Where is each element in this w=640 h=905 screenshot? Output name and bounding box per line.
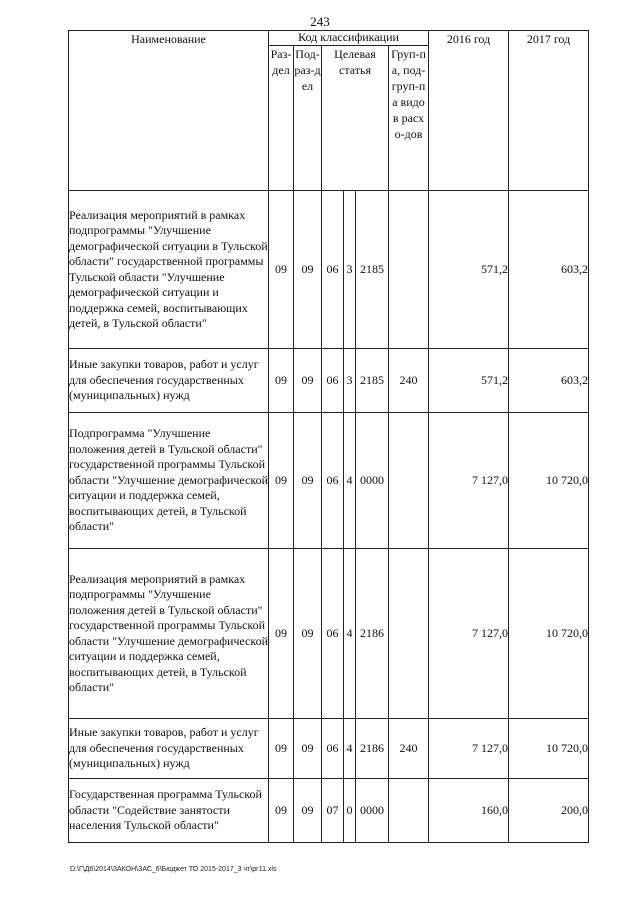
row-target-subprogram: 4 (344, 719, 356, 779)
row-expense-group: 240 (389, 719, 429, 779)
row-podrazdel: 09 (294, 779, 322, 843)
footer-path: D:\Г\Д6\2014\ЗАКОН\ЗАС_6\Бюджет ТО 2015-2017_3 чт\рг11.xls (70, 866, 277, 873)
header-code: Код классификации (269, 31, 429, 46)
row-target-subprogram: 4 (344, 549, 356, 719)
row-target-program: 06 (322, 191, 344, 349)
row-amount-2016: 7 127,0 (429, 549, 509, 719)
row-target-direction: 2185 (356, 191, 389, 349)
header-razdel: Раз-дел (269, 46, 294, 191)
row-name: Реализация мероприятий в рамках подпрограммы "Улучшение демографической ситуации в Тульской области" государственной программы Тульской области "Улучшение демографической ситуации и поддержка семей, воспитывающих детей, в Тульской области" (69, 191, 269, 349)
row-target-subprogram: 3 (344, 191, 356, 349)
row-amount-2017: 10 720,0 (509, 413, 589, 549)
row-target-program: 06 (322, 549, 344, 719)
row-target-direction: 0000 (356, 779, 389, 843)
row-amount-2016: 160,0 (429, 779, 509, 843)
row-name: Реализация мероприятий в рамках подпрограммы "Улучшение положения детей в Тульской области" государственной программы Тульской области "Улучшение демографической ситуации и поддержка семей, воспитывающих детей, в Тульской области" (69, 549, 269, 719)
row-target-subprogram: 4 (344, 413, 356, 549)
row-target-subprogram: 0 (344, 779, 356, 843)
row-target-direction: 0000 (356, 413, 389, 549)
row-amount-2017: 10 720,0 (509, 719, 589, 779)
row-expense-group (389, 549, 429, 719)
header-target: Целевая статья (322, 46, 389, 191)
row-target-subprogram: 3 (344, 349, 356, 413)
row-amount-2017: 603,2 (509, 191, 589, 349)
row-name: Иные закупки товаров, работ и услуг для обеспечения государственных (муниципальных) нужд (69, 349, 269, 413)
header-podrazdel: Под-раз-дел (294, 46, 322, 191)
row-podrazdel: 09 (294, 719, 322, 779)
row-amount-2017: 10 720,0 (509, 549, 589, 719)
row-razdel: 09 (269, 719, 294, 779)
header-2016: 2016 год (429, 31, 509, 191)
row-expense-group: 240 (389, 349, 429, 413)
row-razdel: 09 (269, 549, 294, 719)
table-row (69, 413, 589, 549)
table-row (69, 719, 589, 779)
row-target-direction: 2185 (356, 349, 389, 413)
row-razdel: 09 (269, 191, 294, 349)
table-row (69, 191, 589, 349)
row-razdel: 09 (269, 413, 294, 549)
table-body (69, 191, 589, 843)
row-expense-group (389, 191, 429, 349)
table-row (69, 349, 589, 413)
row-podrazdel: 09 (294, 349, 322, 413)
row-expense-group (389, 413, 429, 549)
row-name: Иные закупки товаров, работ и услуг для обеспечения государственных (муниципальных) нужд (69, 719, 269, 779)
row-target-program: 06 (322, 349, 344, 413)
row-name: Подпрограмма "Улучшение положения детей в Тульской области" государственной программы Тульской области "Улучшение демографической ситуации и поддержка семей, воспитывающих детей, в Тульской области" (69, 413, 269, 549)
row-expense-group (389, 779, 429, 843)
row-amount-2017: 603,2 (509, 349, 589, 413)
row-podrazdel: 09 (294, 413, 322, 549)
table-row (69, 779, 589, 843)
row-razdel: 09 (269, 349, 294, 413)
row-podrazdel: 09 (294, 191, 322, 349)
row-name: Государственная программа Тульской области "Содействие занятости населения Тульской области" (69, 779, 269, 843)
row-target-direction: 2186 (356, 549, 389, 719)
row-amount-2016: 7 127,0 (429, 719, 509, 779)
row-amount-2016: 571,2 (429, 349, 509, 413)
row-razdel: 09 (269, 779, 294, 843)
table-row (69, 549, 589, 719)
header-2017: 2017 год (509, 31, 589, 191)
row-target-program: 06 (322, 413, 344, 549)
row-target-program: 07 (322, 779, 344, 843)
page-number: 243 (310, 14, 330, 29)
row-amount-2016: 571,2 (429, 191, 509, 349)
header-name: Наименование (69, 31, 269, 191)
row-target-program: 06 (322, 719, 344, 779)
row-target-direction: 2186 (356, 719, 389, 779)
row-amount-2017: 200,0 (509, 779, 589, 843)
row-amount-2016: 7 127,0 (429, 413, 509, 549)
row-podrazdel: 09 (294, 549, 322, 719)
budget-table (68, 30, 589, 843)
header-group: Груп-па, под-груп-па видов расхо-дов (389, 46, 429, 191)
